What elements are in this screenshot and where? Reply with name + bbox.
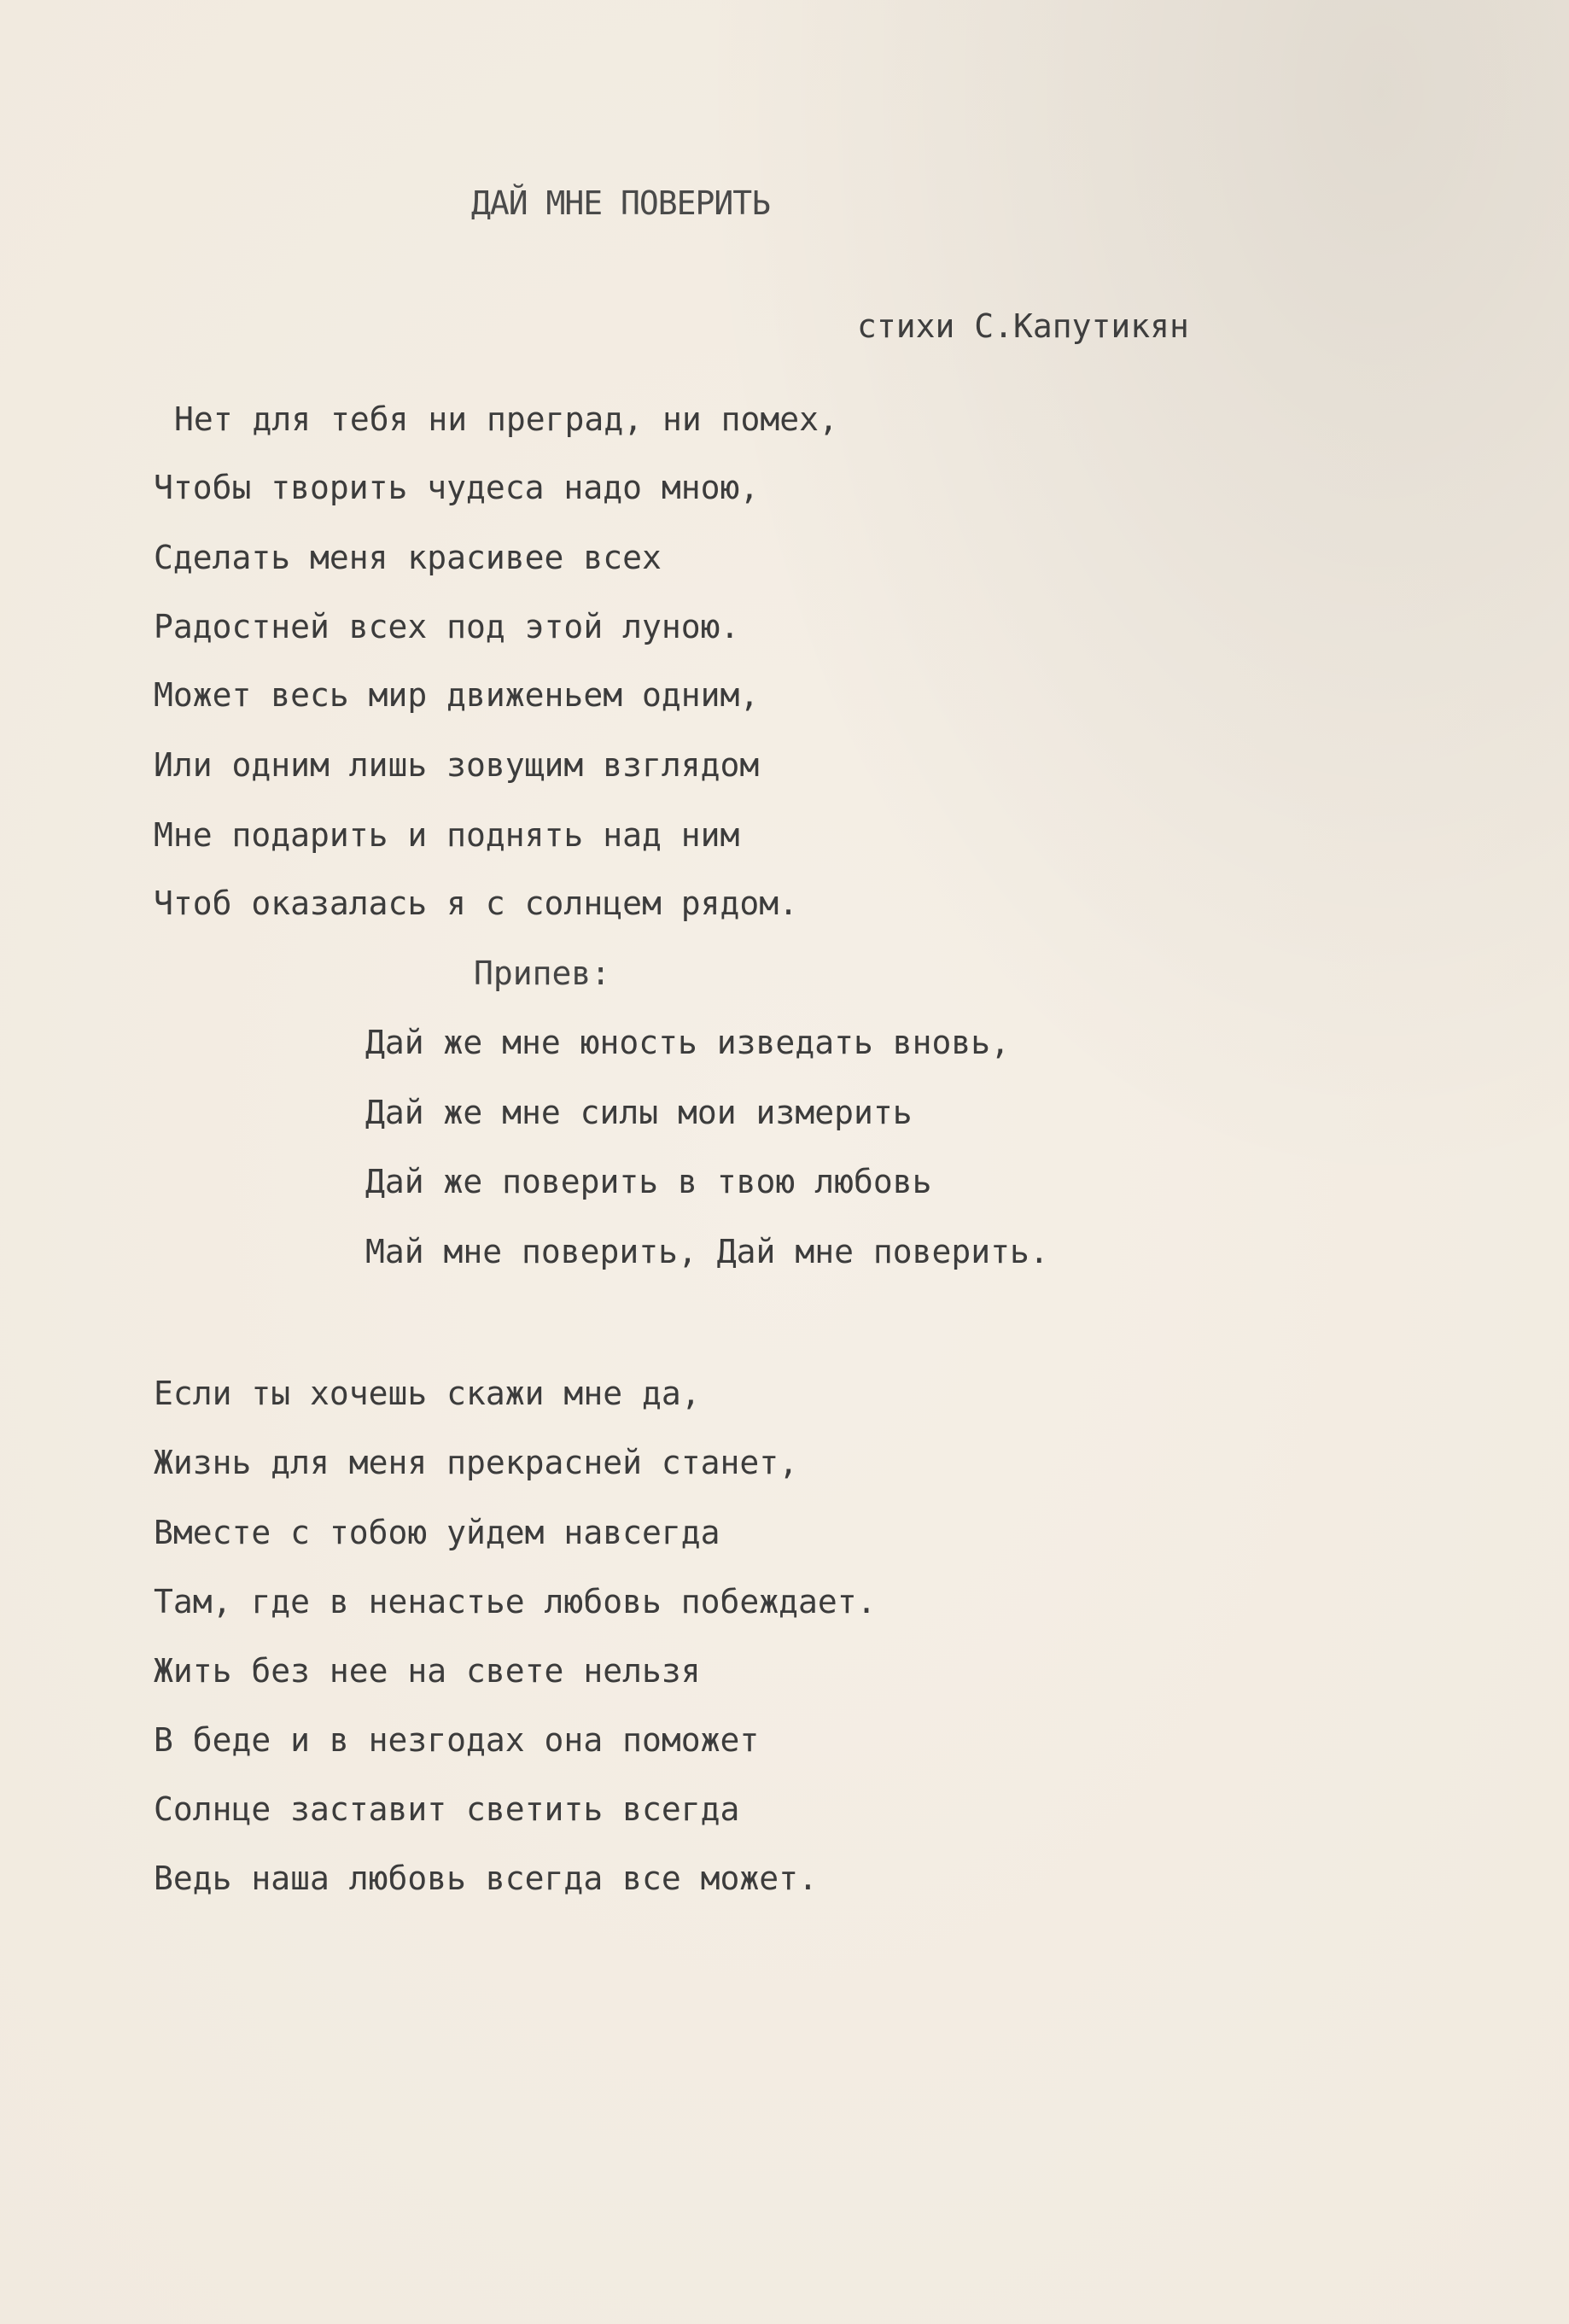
verse-line: Жизнь для меня прекрасней станет,	[154, 1444, 798, 1481]
verse-line: Может весь мир движеньем одним,	[154, 676, 760, 714]
chorus-line: Дай же поверить в твою любовь	[365, 1163, 932, 1200]
verse-line: Чтоб оказалась я с солнцем рядом.	[154, 885, 798, 922]
verse-line: Там, где в ненастье любовь побеждает.	[154, 1583, 877, 1620]
verse-line: В беде и в незгодах она поможет	[154, 1721, 760, 1759]
verse-line: Если ты хочешь скажи мне да,	[154, 1375, 701, 1412]
chorus-line: Дай же мне юность изведать вновь,	[365, 1024, 1010, 1061]
verse-line: Радостней всех под этой луною.	[154, 608, 740, 645]
chorus-line: Дай же мне силы мои измерить	[365, 1094, 913, 1131]
verse-line: Солнце заставит светить всегда	[154, 1790, 740, 1828]
song-title: ДАЙ МНЕ ПОВЕРИТЬ	[471, 184, 771, 222]
verse-line: Мне подарить и поднять над ним	[154, 816, 740, 854]
chorus-label: Припев:	[474, 955, 611, 992]
verse-line: Или одним лишь зовущим взглядом	[154, 746, 760, 784]
verse-line: Сделать меня красивее всех	[154, 539, 662, 576]
chorus-line: Май мне поверить, Дай мне поверить.	[365, 1233, 1049, 1270]
verse-line: Жить без нее на свете нельзя	[154, 1652, 701, 1690]
verse-line: Нет для тебя ни преград, ни помех,	[174, 400, 838, 438]
verse-line: Ведь наша любовь всегда все может.	[154, 1860, 818, 1897]
verse-line: Чтобы творить чудеса надо мною,	[154, 469, 760, 506]
verse-line: Вместе с тобою уйдем навсегда	[154, 1514, 720, 1551]
lyrics-author: стихи С.Капутикян	[857, 307, 1189, 345]
